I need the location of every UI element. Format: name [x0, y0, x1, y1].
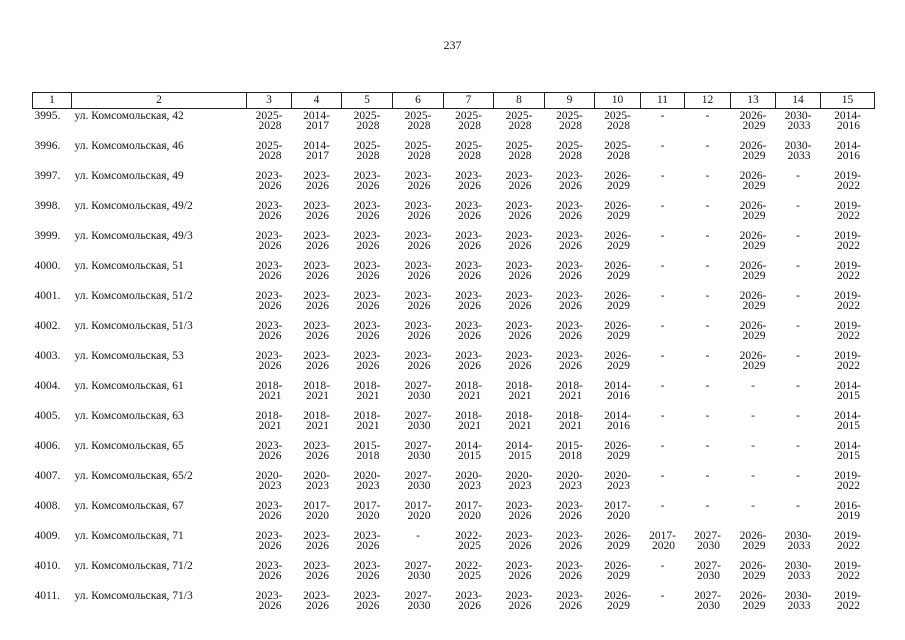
- column-header-15: 15: [821, 93, 875, 109]
- year-range-cell: 2023- 2026: [455, 170, 482, 192]
- year-range-cell: 2026- 2029: [604, 590, 631, 612]
- year-range-cell: 2022- 2025: [455, 530, 482, 552]
- address-cell: ул. Комсомольская, 49/2: [74, 200, 193, 212]
- table-row: [33, 229, 875, 259]
- year-range-cell: 2023- 2026: [556, 230, 583, 252]
- address-cell: ул. Комсомольская, 51/3: [74, 320, 193, 332]
- year-range-cell: 2023- 2026: [255, 200, 283, 222]
- year-range-cell: 2019- 2022: [834, 170, 861, 192]
- column-header-13: 13: [731, 93, 776, 109]
- year-range-cell: -: [705, 320, 710, 332]
- column-header-6: 6: [393, 93, 444, 109]
- year-range-cell: 2017- 2020: [303, 500, 330, 522]
- year-range-cell: 2014- 2016: [834, 110, 861, 132]
- year-range-cell: 2023- 2026: [505, 260, 533, 282]
- column-header-3: 3: [247, 93, 292, 109]
- year-range-cell: 2023- 2026: [455, 320, 482, 342]
- address-cell: ул. Комсомольская, 53: [74, 350, 184, 362]
- year-range-cell: 2023- 2026: [303, 560, 330, 582]
- year-range-cell: 2030- 2033: [784, 560, 812, 582]
- year-range-cell: 2023- 2026: [303, 590, 330, 612]
- row-number: 4009.: [34, 530, 61, 542]
- year-range-cell: -: [796, 350, 800, 362]
- page-number: 237: [443, 38, 462, 52]
- year-range-cell: -: [660, 500, 665, 512]
- row-number: 3999.: [34, 230, 61, 242]
- address-cell: ул. Комсомольская, 63: [74, 410, 184, 422]
- year-range-cell: -: [660, 260, 665, 272]
- row-number: 3997.: [34, 170, 61, 182]
- year-range-cell: -: [660, 140, 665, 152]
- year-range-cell: 2023- 2026: [353, 530, 381, 552]
- schedule-table-container: [32, 92, 874, 619]
- table-row: [33, 349, 875, 379]
- year-range-cell: -: [751, 440, 755, 452]
- row-number: 4006.: [34, 440, 61, 452]
- year-range-cell: 2023- 2026: [505, 560, 533, 582]
- year-range-cell: -: [660, 290, 665, 302]
- year-range-cell: 2023- 2026: [353, 200, 381, 222]
- year-range-cell: 2023- 2026: [353, 260, 381, 282]
- year-range-cell: 2027- 2030: [404, 590, 432, 612]
- year-range-cell: 2026- 2029: [604, 290, 631, 312]
- table-row: [33, 289, 875, 319]
- year-range-cell: -: [796, 200, 800, 212]
- address-cell: ул. Комсомольская, 71/3: [74, 590, 193, 602]
- year-range-cell: 2026- 2029: [604, 230, 631, 252]
- year-range-cell: -: [660, 170, 665, 182]
- year-range-cell: -: [705, 500, 710, 512]
- year-range-cell: 2023- 2026: [505, 170, 533, 192]
- address-cell: ул. Комсомольская, 71/2: [74, 560, 193, 572]
- year-range-cell: -: [660, 380, 665, 392]
- year-range-cell: 2014- 2017: [303, 140, 330, 162]
- year-range-cell: 2023- 2026: [255, 320, 283, 342]
- row-number: 4011.: [34, 590, 60, 602]
- year-range-cell: 2023- 2026: [353, 350, 381, 372]
- year-range-cell: 2023- 2026: [303, 230, 330, 252]
- year-range-cell: 2027- 2030: [694, 530, 721, 552]
- year-range-cell: 2025- 2028: [255, 140, 283, 162]
- year-range-cell: 2020- 2023: [556, 470, 583, 492]
- column-header-2: 2: [72, 93, 247, 109]
- column-header-14: 14: [776, 93, 821, 109]
- year-range-cell: 2023- 2026: [255, 230, 283, 252]
- year-range-cell: 2026- 2029: [739, 590, 767, 612]
- year-range-cell: 2026- 2029: [604, 200, 631, 222]
- year-range-cell: -: [796, 410, 800, 422]
- year-range-cell: 2023- 2026: [303, 260, 330, 282]
- year-range-cell: 2025- 2028: [404, 140, 432, 162]
- year-range-cell: 2014- 2016: [604, 410, 631, 432]
- year-range-cell: 2023- 2026: [556, 350, 583, 372]
- year-range-cell: 2023- 2026: [505, 290, 533, 312]
- year-range-cell: -: [705, 440, 710, 452]
- year-range-cell: -: [660, 320, 665, 332]
- year-range-cell: 2023- 2026: [404, 200, 432, 222]
- year-range-cell: 2027- 2030: [404, 560, 432, 582]
- year-range-cell: 2019- 2022: [834, 320, 861, 342]
- year-range-cell: 2027- 2030: [404, 410, 432, 432]
- address-cell: ул. Комсомольская, 42: [74, 110, 184, 122]
- year-range-cell: 2019- 2022: [834, 530, 861, 552]
- year-range-cell: 2017- 2020: [455, 500, 482, 522]
- year-range-cell: 2016- 2019: [834, 500, 861, 522]
- address-cell: ул. Комсомольская, 65/2: [74, 470, 193, 482]
- year-range-cell: 2020- 2023: [303, 470, 330, 492]
- year-range-cell: 2023- 2026: [404, 170, 432, 192]
- year-range-cell: 2020- 2023: [604, 470, 631, 492]
- year-range-cell: 2014- 2015: [505, 440, 533, 462]
- year-range-cell: 2025- 2028: [353, 140, 381, 162]
- year-range-cell: 2026- 2029: [604, 170, 631, 192]
- year-range-cell: 2023- 2026: [556, 500, 583, 522]
- year-range-cell: 2023- 2026: [353, 170, 381, 192]
- year-range-cell: -: [705, 260, 710, 272]
- year-range-cell: 2014- 2015: [834, 410, 861, 432]
- year-range-cell: 2023- 2026: [353, 560, 381, 582]
- year-range-cell: 2026- 2029: [739, 110, 767, 132]
- column-header-7: 7: [444, 93, 494, 109]
- table-row: [33, 409, 875, 439]
- year-range-cell: 2015- 2018: [353, 440, 381, 462]
- year-range-cell: 2014- 2015: [834, 440, 861, 462]
- column-header-12: 12: [685, 93, 731, 109]
- year-range-cell: 2022- 2025: [455, 560, 482, 582]
- year-range-cell: 2026- 2029: [739, 290, 767, 312]
- year-range-cell: 2023- 2026: [353, 590, 381, 612]
- year-range-cell: -: [705, 170, 710, 182]
- year-range-cell: 2023- 2026: [556, 200, 583, 222]
- year-range-cell: 2014- 2017: [303, 110, 330, 132]
- address-cell: ул. Комсомольская, 67: [74, 500, 184, 512]
- year-range-cell: 2025- 2028: [505, 110, 533, 132]
- year-range-cell: 2020- 2023: [505, 470, 533, 492]
- year-range-cell: 2023- 2026: [556, 320, 583, 342]
- year-range-cell: 2026- 2029: [604, 560, 631, 582]
- year-range-cell: 2019- 2022: [834, 470, 861, 492]
- year-range-cell: 2019- 2022: [834, 290, 861, 312]
- year-range-cell: 2018- 2021: [353, 410, 381, 432]
- column-header-8: 8: [494, 93, 545, 109]
- year-range-cell: -: [660, 350, 665, 362]
- year-range-cell: 2025- 2028: [455, 140, 482, 162]
- year-range-cell: 2014- 2016: [834, 140, 861, 162]
- year-range-cell: 2023- 2026: [556, 530, 583, 552]
- year-range-cell: -: [796, 470, 800, 482]
- year-range-cell: 2026- 2029: [739, 140, 767, 162]
- year-range-cell: 2014- 2016: [604, 380, 631, 402]
- year-range-cell: 2018- 2021: [255, 410, 283, 432]
- year-range-cell: -: [705, 110, 710, 122]
- year-range-cell: 2018- 2021: [455, 380, 482, 402]
- table-row: [33, 589, 875, 619]
- year-range-cell: -: [705, 380, 710, 392]
- year-range-cell: 2018- 2021: [556, 380, 583, 402]
- column-header-11: 11: [641, 93, 685, 109]
- schedule-table: [32, 92, 875, 619]
- row-number: 3998.: [34, 200, 61, 212]
- table-row: [33, 379, 875, 409]
- year-range-cell: -: [660, 230, 665, 242]
- year-range-cell: -: [751, 500, 755, 512]
- year-range-cell: 2027- 2030: [694, 590, 721, 612]
- year-range-cell: 2014- 2015: [834, 380, 861, 402]
- year-range-cell: 2023- 2026: [455, 200, 482, 222]
- table-row: [33, 139, 875, 169]
- year-range-cell: -: [705, 290, 710, 302]
- year-range-cell: -: [796, 500, 800, 512]
- year-range-cell: -: [660, 110, 665, 122]
- year-range-cell: -: [796, 440, 800, 452]
- year-range-cell: -: [705, 200, 710, 212]
- year-range-cell: 2026- 2029: [739, 200, 767, 222]
- address-cell: ул. Комсомольская, 65: [74, 440, 184, 452]
- year-range-cell: 2018- 2021: [505, 410, 533, 432]
- year-range-cell: -: [796, 170, 800, 182]
- year-range-cell: 2023- 2026: [303, 170, 330, 192]
- table-row: [33, 559, 875, 589]
- year-range-cell: 2023- 2026: [255, 440, 283, 462]
- year-range-cell: 2025- 2028: [604, 140, 631, 162]
- year-range-cell: -: [660, 470, 665, 482]
- address-cell: ул. Комсомольская, 61: [74, 380, 184, 392]
- year-range-cell: 2030- 2033: [784, 140, 812, 162]
- year-range-cell: 2023- 2026: [303, 320, 330, 342]
- year-range-cell: 2023- 2026: [255, 350, 283, 372]
- address-cell: ул. Комсомольская, 51: [74, 260, 184, 272]
- year-range-cell: 2023- 2026: [455, 290, 482, 312]
- year-range-cell: 2023- 2026: [505, 590, 533, 612]
- row-number: 4008.: [34, 500, 61, 512]
- year-range-cell: 2023- 2026: [505, 200, 533, 222]
- year-range-cell: 2017- 2020: [649, 530, 676, 552]
- year-range-cell: -: [796, 290, 800, 302]
- year-range-cell: 2023- 2026: [404, 290, 432, 312]
- year-range-cell: 2027- 2030: [404, 470, 432, 492]
- year-range-cell: 2023- 2026: [404, 350, 432, 372]
- year-range-cell: 2023- 2026: [255, 290, 283, 312]
- year-range-cell: 2026- 2029: [739, 560, 767, 582]
- year-range-cell: 2026- 2029: [604, 260, 631, 282]
- column-header-4: 4: [292, 93, 342, 109]
- year-range-cell: -: [660, 590, 665, 602]
- year-range-cell: 2027- 2030: [404, 380, 432, 402]
- year-range-cell: 2023- 2026: [455, 590, 482, 612]
- year-range-cell: 2023- 2026: [255, 530, 283, 552]
- year-range-cell: 2026- 2029: [739, 170, 767, 192]
- year-range-cell: 2019- 2022: [834, 260, 861, 282]
- year-range-cell: 2026- 2029: [604, 440, 631, 462]
- year-range-cell: 2019- 2022: [834, 200, 861, 222]
- year-range-cell: 2023- 2026: [404, 320, 432, 342]
- year-range-cell: 2026- 2029: [739, 530, 767, 552]
- row-number: 3996.: [34, 140, 61, 152]
- table-body: [33, 109, 875, 620]
- year-range-cell: -: [796, 230, 800, 242]
- table-header-row: [33, 93, 875, 109]
- year-range-cell: -: [796, 380, 800, 392]
- year-range-cell: -: [705, 470, 710, 482]
- year-range-cell: 2019- 2022: [834, 590, 861, 612]
- year-range-cell: 2018- 2021: [303, 380, 330, 402]
- row-number: 4010.: [34, 560, 61, 572]
- year-range-cell: 2026- 2029: [739, 260, 767, 282]
- year-range-cell: 2023- 2026: [455, 260, 482, 282]
- year-range-cell: 2025- 2028: [404, 110, 432, 132]
- year-range-cell: 2027- 2030: [694, 560, 721, 582]
- row-number: 4007.: [34, 470, 61, 482]
- year-range-cell: -: [705, 410, 710, 422]
- table-row: [33, 469, 875, 499]
- column-header-5: 5: [342, 93, 393, 109]
- year-range-cell: 2026- 2029: [739, 350, 767, 372]
- year-range-cell: 2020- 2023: [255, 470, 283, 492]
- year-range-cell: 2018- 2021: [505, 380, 533, 402]
- table-row: [33, 319, 875, 349]
- year-range-cell: 2018- 2021: [455, 410, 482, 432]
- year-range-cell: -: [705, 140, 710, 152]
- year-range-cell: -: [705, 230, 710, 242]
- year-range-cell: 2018- 2021: [255, 380, 283, 402]
- year-range-cell: -: [660, 200, 665, 212]
- year-range-cell: 2023- 2026: [404, 260, 432, 282]
- year-range-cell: 2026- 2029: [739, 320, 767, 342]
- table-row: [33, 199, 875, 229]
- year-range-cell: 2017- 2020: [604, 500, 631, 522]
- table-row: [33, 259, 875, 289]
- row-number: 3995.: [34, 110, 61, 122]
- year-range-cell: 2017- 2020: [353, 500, 381, 522]
- year-range-cell: 2023- 2026: [255, 560, 283, 582]
- year-range-cell: -: [660, 440, 665, 452]
- year-range-cell: 2026- 2029: [604, 530, 631, 552]
- year-range-cell: 2026- 2029: [604, 350, 631, 372]
- year-range-cell: 2023- 2026: [303, 200, 330, 222]
- row-number: 4004.: [34, 380, 61, 392]
- year-range-cell: 2026- 2029: [604, 320, 631, 342]
- year-range-cell: 2014- 2015: [455, 440, 482, 462]
- year-range-cell: 2023- 2026: [255, 260, 283, 282]
- year-range-cell: -: [796, 260, 800, 272]
- year-range-cell: 2023- 2026: [404, 230, 432, 252]
- column-header-9: 9: [545, 93, 595, 109]
- year-range-cell: -: [705, 350, 710, 362]
- year-range-cell: -: [660, 410, 665, 422]
- row-number: 4000.: [34, 260, 61, 272]
- year-range-cell: 2025- 2028: [556, 110, 583, 132]
- column-header-1: 1: [33, 93, 72, 109]
- table-row: [33, 439, 875, 469]
- row-number: 4005.: [34, 410, 61, 422]
- table-row: [33, 169, 875, 199]
- row-number: 4003.: [34, 350, 61, 362]
- year-range-cell: 2025- 2028: [255, 110, 283, 132]
- year-range-cell: 2023- 2026: [303, 290, 330, 312]
- year-range-cell: 2030- 2033: [784, 590, 812, 612]
- year-range-cell: 2023- 2026: [303, 440, 330, 462]
- year-range-cell: 2023- 2026: [556, 260, 583, 282]
- year-range-cell: 2023- 2026: [505, 320, 533, 342]
- year-range-cell: 2025- 2028: [505, 140, 533, 162]
- year-range-cell: -: [660, 560, 665, 572]
- year-range-cell: -: [416, 530, 420, 542]
- year-range-cell: 2023- 2026: [505, 350, 533, 372]
- year-range-cell: -: [751, 410, 755, 422]
- year-range-cell: -: [751, 470, 755, 482]
- year-range-cell: 2025- 2028: [604, 110, 631, 132]
- year-range-cell: 2020- 2023: [353, 470, 381, 492]
- address-cell: ул. Комсомольская, 49: [74, 170, 184, 182]
- year-range-cell: 2023- 2026: [556, 560, 583, 582]
- year-range-cell: 2030- 2033: [784, 110, 812, 132]
- year-range-cell: 2019- 2022: [834, 350, 861, 372]
- address-cell: ул. Комсомольская, 46: [74, 140, 184, 152]
- row-number: 4002.: [34, 320, 61, 332]
- year-range-cell: 2023- 2026: [505, 530, 533, 552]
- year-range-cell: 2023- 2026: [455, 350, 482, 372]
- year-range-cell: 2023- 2026: [255, 590, 283, 612]
- column-header-10: 10: [595, 93, 641, 109]
- address-cell: ул. Комсомольская, 71: [74, 530, 184, 542]
- year-range-cell: 2017- 2020: [404, 500, 432, 522]
- year-range-cell: 2023- 2026: [505, 500, 533, 522]
- year-range-cell: 2018- 2021: [303, 410, 330, 432]
- year-range-cell: 2020- 2023: [455, 470, 482, 492]
- address-cell: ул. Комсомольская, 51/2: [74, 290, 193, 302]
- year-range-cell: 2023- 2026: [303, 530, 330, 552]
- year-range-cell: 2025- 2028: [353, 110, 381, 132]
- year-range-cell: 2018- 2021: [556, 410, 583, 432]
- year-range-cell: 2023- 2026: [353, 320, 381, 342]
- year-range-cell: 2019- 2022: [834, 230, 861, 252]
- row-number: 4001.: [34, 290, 61, 302]
- year-range-cell: 2023- 2026: [556, 290, 583, 312]
- year-range-cell: 2015- 2018: [556, 440, 583, 462]
- year-range-cell: 2025- 2028: [455, 110, 482, 132]
- year-range-cell: 2023- 2026: [353, 290, 381, 312]
- year-range-cell: 2023- 2026: [255, 170, 283, 192]
- year-range-cell: 2030- 2033: [784, 530, 812, 552]
- year-range-cell: 2023- 2026: [255, 500, 283, 522]
- year-range-cell: 2023- 2026: [505, 230, 533, 252]
- year-range-cell: 2019- 2022: [834, 560, 861, 582]
- year-range-cell: 2023- 2026: [556, 170, 583, 192]
- year-range-cell: 2023- 2026: [455, 230, 482, 252]
- year-range-cell: 2023- 2026: [556, 590, 583, 612]
- year-range-cell: -: [751, 380, 755, 392]
- table-row: [33, 499, 875, 529]
- year-range-cell: 2026- 2029: [739, 230, 767, 252]
- year-range-cell: 2023- 2026: [303, 350, 330, 372]
- year-range-cell: 2018- 2021: [353, 380, 381, 402]
- table-row: [33, 529, 875, 559]
- year-range-cell: 2027- 2030: [404, 440, 432, 462]
- year-range-cell: -: [796, 320, 800, 332]
- year-range-cell: 2025- 2028: [556, 140, 583, 162]
- address-cell: ул. Комсомольская, 49/3: [74, 230, 193, 242]
- table-row: [33, 109, 875, 140]
- year-range-cell: 2023- 2026: [353, 230, 381, 252]
